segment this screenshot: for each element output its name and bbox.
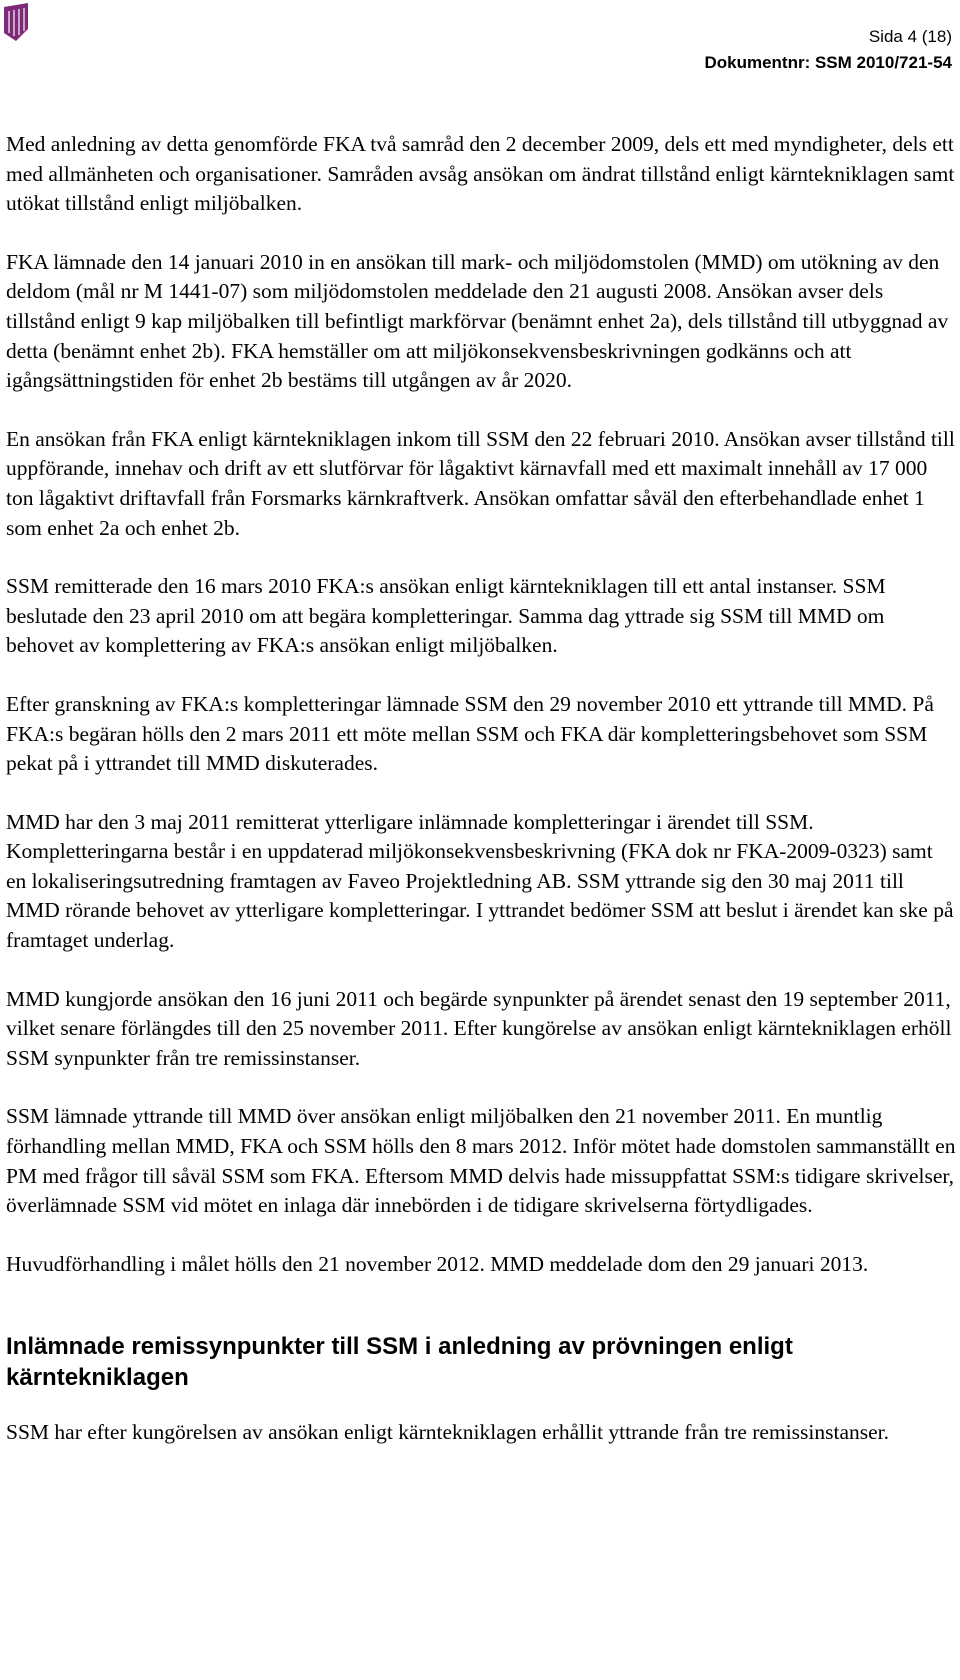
section-heading: Inlämnade remissynpunkter till SSM i anledning av prövningen enligt kärntekniklagen: [6, 1333, 793, 1392]
ssm-logo-icon: [2, 3, 30, 43]
document-number: Dokumentnr: SSM 2010/721-54: [704, 53, 952, 72]
paragraph: Efter granskning av FKA:s kompletteringar lämnade SSM den 29 november 2010 ett yttrande till MMD. På FKA:s begäran hölls den 2 mars 2011 ett möte mellan SSM och FKA där kompletteringsbehovet som SSM pekat på i yttrandet till MMD diskuterades.: [6, 691, 934, 776]
paragraph: En ansökan från FKA enligt kärntekniklagen inkom till SSM den 22 februari 2010. Ansökan avser tillstånd till uppförande, innehav och drift av ett slutförvar för lågaktivt kärnavfall med ett maximalt innehåll av 17 000 ton lågaktivt driftavfall från Forsmarks kärnkraftverk. Ansökan omfattar såväl den efterbehandlade enhet 1 som enhet 2a och enhet 2b.: [6, 426, 955, 540]
paragraph: FKA lämnade den 14 januari 2010 in en ansökan till mark- och miljödomstolen (MMD) om utökning av den deldom (mål nr M 1441-07) som miljödomstolen meddelade den 21 augusti 2008. Ansökan avser dels tillstånd enligt 9 kap miljöbalken till befintligt markförvar (benämnt enhet 2a), dels tillstånd till utbyggnad av detta (benämnt enhet 2b). FKA hemställer om att miljökonsekvensbeskrivningen godkänns och att igångsättningstiden för enhet 2b bestäms till utgången av år 2020.: [6, 249, 949, 393]
page-header: [704, 24, 952, 76]
paragraph: MMD kungjorde ansökan den 16 juni 2011 och begärde synpunkter på ärendet senast den 19 september 2011, vilket senare förlängdes till den 25 november 2011. Efter kungörelse av ansökan enligt kärntekniklagen erhöll SSM synpunkter från tre remissinstanser.: [6, 986, 952, 1070]
paragraph: Med anledning av detta genomförde FKA två samråd den 2 december 2009, dels ett med myndigheter, dels ett med allmänheten och organisationer. Samråden avsåg ansökan om ändrat tillstånd enligt kärntekniklagen samt utökat tillstånd enligt miljöbalken.: [6, 132, 955, 216]
paragraph: MMD har den 3 maj 2011 remitterat ytterligare inlämnade kompletteringar i ärendet till SSM. Kompletteringarna består i en uppdaterad miljökonsekvensbeskrivning (FKA dok nr FKA-2009-0323) samt en lokaliseringsutredning framtagen av Faveo Projektledning AB. SSM yttrande sig den 30 maj 2011 till MMD rörande behovet av ytterligare kompletteringar. I yttrandet bedömer SSM att beslut i ärendet kan ske på framtaget underlag.: [6, 809, 954, 953]
document-body: [6, 130, 956, 1477]
paragraph: SSM remitterade den 16 mars 2010 FKA:s ansökan enligt kärntekniklagen till ett antal instanser. SSM beslutade den 23 april 2010 om att begära kompletteringar. Samma dag yttrade sig SSM till MMD om behovet av komplettering av FKA:s ansökan enligt miljöbalken.: [6, 574, 886, 658]
paragraph: SSM lämnade yttrande till MMD över ansökan enligt miljöbalken den 21 november 2011. En muntlig förhandling mellan MMD, FKA och SSM hölls den 8 mars 2012. Inför mötet hade domstolen sammanställt en PM med frågor till såväl SSM som FKA. Eftersom MMD delvis hade missuppfattat SSM:s tidigare skrivelser, överlämnade SSM vid mötet en inlaga där innebörden i de tidigare skrivelserna förtydligades.: [6, 1104, 956, 1218]
page-number: Sida 4 (18): [868, 27, 952, 46]
paragraph: Huvudförhandling i målet hölls den 21 november 2012. MMD meddelade dom den 29 januari 2013.: [6, 1251, 869, 1276]
section-paragraph: SSM har efter kungörelsen av ansökan enligt kärntekniklagen erhållit yttrande från tre remissinstanser.: [6, 1420, 890, 1445]
